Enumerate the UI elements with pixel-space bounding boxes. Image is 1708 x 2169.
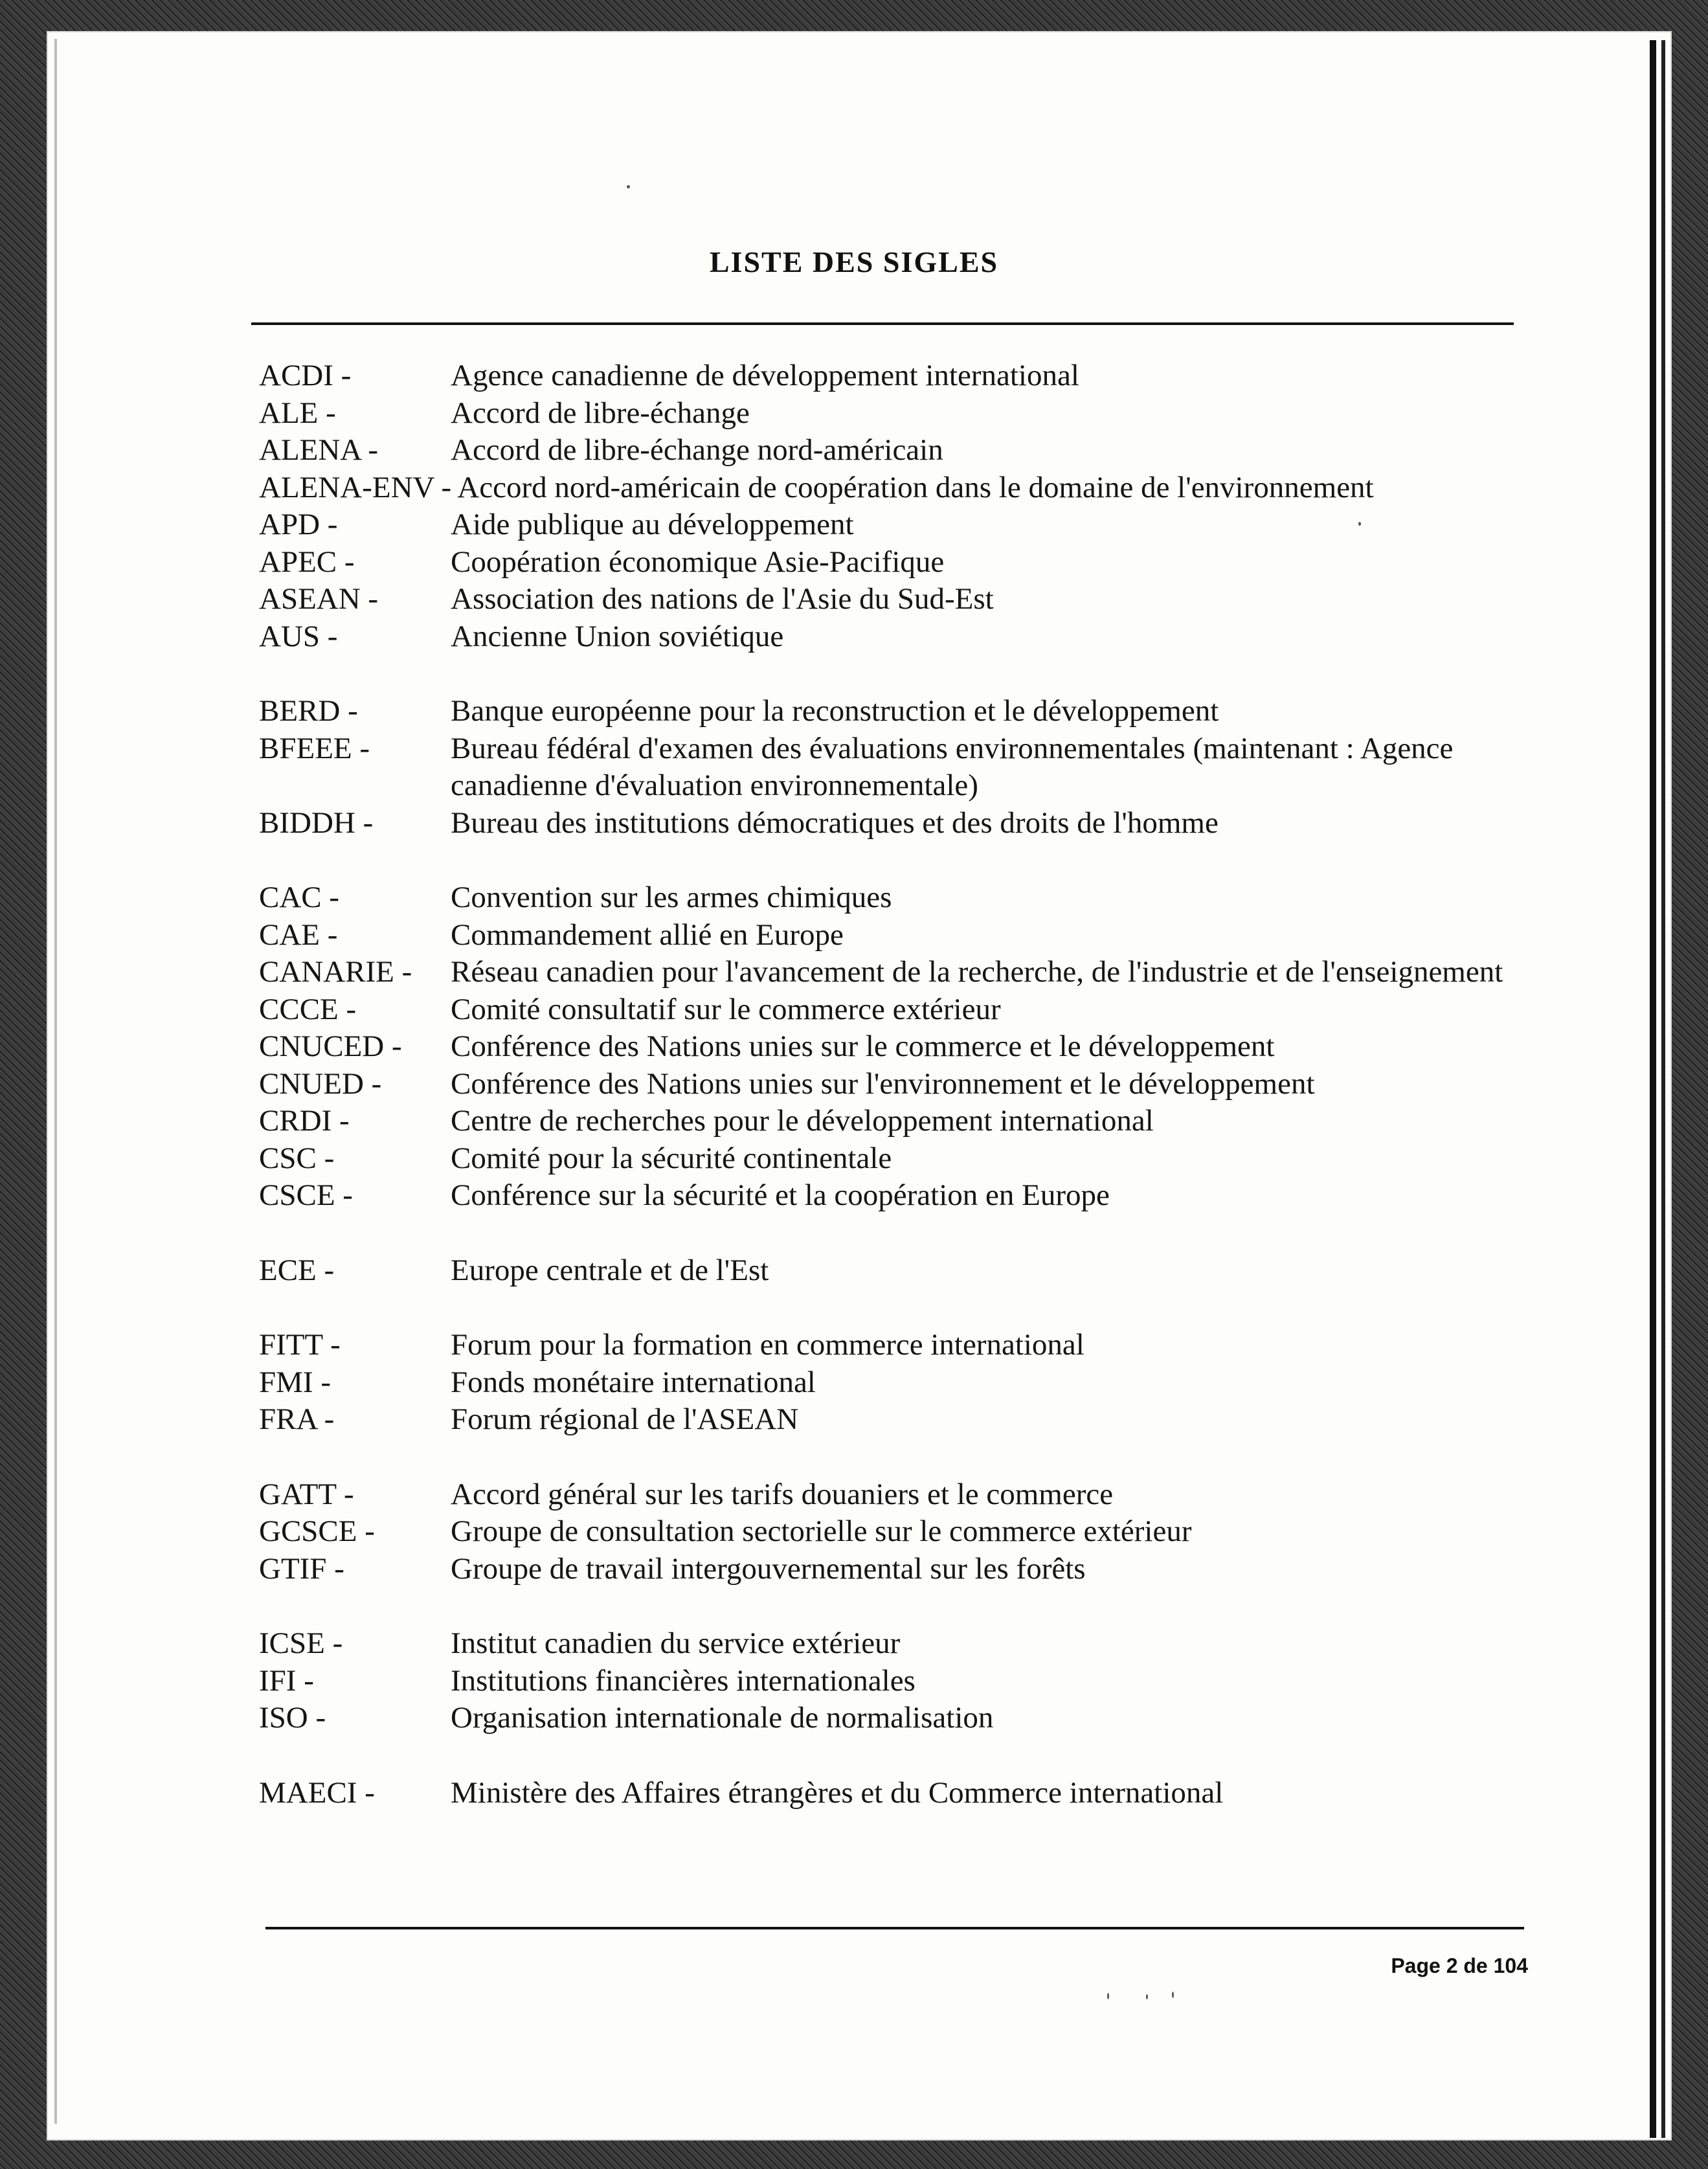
acronym-definition: Conférence des Nations unies sur le commerce et le développement (451, 1029, 1275, 1063)
acronym-definition: Commandement allié en Europe (451, 917, 844, 952)
acronym-entry (259, 1663, 1528, 1700)
acronym-definition: Institutions financières internationales (451, 1663, 916, 1698)
acronym-entry (259, 357, 1528, 395)
acronym-definition: Groupe de consultation sectorielle sur le commerce extérieur (451, 1514, 1192, 1548)
sheet-edge-right (1650, 40, 1656, 2138)
acronym-abbreviation: AUS - (259, 619, 338, 653)
acronym-definition: Europe centrale et de l'Est (451, 1253, 769, 1287)
acronym-definition: Organisation internationale de normalisation (451, 1701, 994, 1735)
acronym-entry (259, 1401, 1528, 1439)
acronym-abbreviation: CAC - (259, 881, 340, 914)
acronym-entry (259, 1028, 1528, 1066)
acronym-entry (259, 1177, 1528, 1215)
acronym-definition: Coopération économique Asie-Pacifique (451, 545, 945, 579)
acronym-abbreviation: ICSE - (259, 1626, 343, 1660)
acronym-entry (259, 1066, 1528, 1103)
acronym-group (259, 1775, 1528, 1812)
acronym-group (259, 357, 1528, 655)
acronym-entry (259, 432, 1528, 469)
acronym-entry (259, 469, 1528, 507)
acronym-entry (259, 1700, 1528, 1737)
acronym-abbreviation: ACDI - (259, 359, 352, 392)
acronym-abbreviation: ALENA - (259, 433, 379, 467)
acronym-abbreviation: APD - (259, 508, 338, 541)
scan-speck (1358, 522, 1361, 526)
acronym-list (259, 357, 1528, 1872)
acronym-entry (259, 879, 1528, 917)
acronym-definition: Centre de recherches pour le développement international (451, 1104, 1154, 1138)
acronym-entry (259, 581, 1528, 618)
acronym-abbreviation: GCSCE - (259, 1514, 375, 1548)
acronym-abbreviation: CNUED - (259, 1066, 382, 1101)
acronym-definition: Accord de libre-échange nord-américain (451, 433, 943, 467)
acronym-definition: Forum pour la formation en commerce international (451, 1328, 1084, 1362)
acronym-definition: Convention sur les armes chimiques (451, 881, 892, 914)
acronym-entry (259, 693, 1528, 730)
acronym-abbreviation: CANARIE - (259, 955, 412, 989)
acronym-abbreviation: ALENA-ENV (259, 470, 435, 504)
top-rule (251, 322, 1514, 325)
acronym-entry (259, 1140, 1528, 1178)
acronym-group (259, 1476, 1528, 1588)
acronym-definition: Conférence sur la sécurité et la coopération en Europe (451, 1178, 1110, 1212)
acronym-definition: Forum régional de l'ASEAN (451, 1402, 799, 1436)
acronym-definition: Comité consultatif sur le commerce extérieur (451, 992, 1001, 1026)
acronym-definition: Bureau fédéral d'examen des évaluations environnementales (maintenant : Agence canadienne d'évaluation environnementale) (451, 731, 1454, 802)
acronym-abbreviation: CSC - (259, 1141, 335, 1175)
acronym-group (259, 879, 1528, 1215)
acronym-abbreviation: APEC - (259, 545, 355, 579)
acronym-definition: Ancienne Union soviétique (451, 619, 784, 653)
acronym-entry (259, 1513, 1528, 1551)
scan-speck (627, 185, 630, 188)
acronym-abbreviation: BERD - (259, 694, 358, 728)
acronym-abbreviation: BIDDH - (259, 805, 374, 840)
acronym-definition: Bureau des institutions démocratiques et des droits de l'homme (451, 805, 1219, 840)
acronym-abbreviation: CAE - (259, 917, 338, 952)
acronym-abbreviation: CNUCED - (259, 1029, 402, 1063)
bottom-rule (265, 1927, 1524, 1929)
acronym-entry (259, 1252, 1528, 1290)
acronym-definition: Comité pour la sécurité continentale (451, 1141, 892, 1175)
acronym-entry (259, 618, 1528, 656)
acronym-definition: Ministère des Affaires étrangères et du Commerce international (451, 1775, 1224, 1810)
acronym-abbreviation: GATT - (259, 1477, 354, 1511)
acronym-entry (259, 544, 1528, 581)
acronym-definition: Réseau canadien pour l'avancement de la recherche, de l'industrie et de l'enseignement (451, 955, 1503, 989)
sheet-edge-left (54, 39, 57, 2124)
acronym-entry (259, 1364, 1528, 1402)
acronym-definition: Association des nations de l'Asie du Sud-Est (451, 582, 994, 616)
acronym-entry (259, 954, 1528, 991)
acronym-abbreviation: CRDI - (259, 1104, 350, 1138)
acronym-definition: Aide publique au développement (451, 508, 854, 541)
acronym-definition: Fonds monétaire international (451, 1365, 816, 1399)
acronym-entry (259, 1551, 1528, 1588)
acronym-group (259, 693, 1528, 842)
acronym-entry (259, 805, 1528, 842)
acronym-entry (259, 1625, 1528, 1663)
acronym-definition: Agence canadienne de développement international (451, 359, 1079, 392)
scan-speck (1146, 1994, 1148, 1999)
page-number: Page 2 de 104 (1391, 1954, 1528, 1977)
scan-speck (1172, 1992, 1174, 1998)
acronym-group (259, 1625, 1528, 1737)
acronym-abbreviation: BFEEE - (259, 731, 370, 765)
acronym-group (259, 1327, 1528, 1439)
acronym-abbreviation: ALE - (259, 396, 336, 430)
acronym-abbreviation: FITT - (259, 1328, 341, 1362)
acronym-abbreviation: FRA - (259, 1402, 335, 1436)
acronym-abbreviation: MAECI - (259, 1775, 375, 1810)
acronym-definition: Groupe de travail intergouvernemental sur les forêts (451, 1551, 1086, 1586)
acronym-entry (259, 991, 1528, 1029)
acronym-abbreviation: ECE - (259, 1253, 335, 1287)
scan-speck (1107, 1993, 1109, 1999)
acronym-definition: Institut canadien du service extérieur (451, 1626, 901, 1660)
page-title: LISTE DES SIGLES (709, 245, 999, 278)
acronym-entry (259, 730, 1528, 805)
acronym-entry (259, 1327, 1528, 1364)
acronym-definition: Conférence des Nations unies sur l'environnement et le développement (451, 1066, 1315, 1101)
acronym-abbreviation: ISO - (259, 1701, 326, 1735)
acronym-definition: Accord de libre-échange (451, 396, 750, 430)
acronym-entry (259, 917, 1528, 954)
acronym-entry (259, 1103, 1528, 1140)
sheet-edge-right-outer (1661, 40, 1665, 2138)
acronym-entry (259, 1476, 1528, 1514)
acronym-abbreviation: CSCE - (259, 1178, 353, 1212)
acronym-definition: Accord général sur les tarifs douaniers et le commerce (451, 1477, 1114, 1511)
acronym-definition: Banque européenne pour la reconstruction et le développement (451, 694, 1219, 728)
acronym-entry (259, 1775, 1528, 1812)
acronym-abbreviation: FMI - (259, 1365, 331, 1399)
acronym-abbreviation: GTIF - (259, 1551, 344, 1586)
acronym-abbreviation: CCCE - (259, 992, 357, 1026)
acronym-abbreviation: IFI - (259, 1663, 314, 1698)
acronym-group (259, 1252, 1528, 1290)
acronym-entry (259, 506, 1528, 544)
acronym-abbreviation: ASEAN - (259, 582, 379, 616)
acronym-entry (259, 395, 1528, 433)
acronym-definition: - Accord nord-américain de coopération dans le domaine de l'environnement (441, 470, 1374, 504)
